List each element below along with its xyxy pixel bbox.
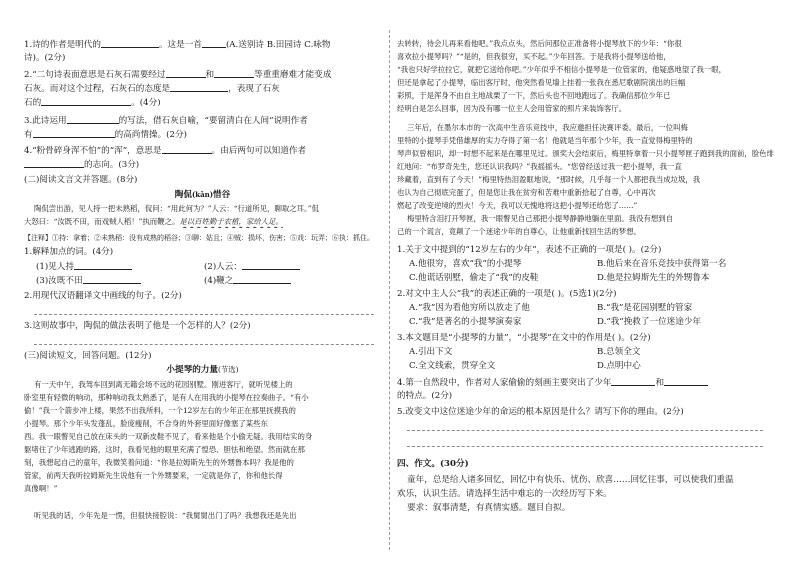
question-1-line-1 <box>24 38 331 51</box>
question-7: 3.这则故事中，陶侃的做法表明了他是一个怎样的人？(2分) <box>24 321 251 331</box>
rq3-option-a[interactable]: A.引出下文 <box>409 347 453 357</box>
right-column <box>397 0 774 561</box>
answer-blank[interactable] <box>67 114 119 124</box>
passage-line-2-text: 大怒曰：“汝既不田，而戏贼人稻！”执而鞭之。 <box>24 217 180 226</box>
story-para-3-line-1: 梅里特含泪打开琴匣，我一眼瞥见自己那把小提琴静静地躺在里面。我没有想到自 <box>407 214 674 223</box>
q5-item-4 <box>204 274 291 287</box>
q5-item-2 <box>204 260 300 273</box>
rq2-option-c[interactable]: C.“我”是著名的小提琴演奏家 <box>409 317 522 327</box>
essay-prompt-line-1: 童年，总是给人诸多回忆，回忆中有快乐、忧伤、欣喜……回忆往事，可以使我们重温 <box>407 475 734 485</box>
reading-question-2: 2.对文中主人公“我”的表述正确的一项是( )。(5选1)(2分) <box>397 289 617 299</box>
answer-blank[interactable] <box>611 376 655 386</box>
answer-blank[interactable] <box>166 68 206 78</box>
story-cont-line-5: 彩照，于是浑身不由自主地战栗了一下，然后头也不回地跑远了。我确信那位少年已 <box>397 91 671 100</box>
question-5-items <box>24 260 381 288</box>
section-4-title: 四、作文。(30分) <box>397 459 469 469</box>
story-line-9: 真像啊！” <box>24 484 58 493</box>
essay-requirements: 要求：叙事清楚，有真情实感。题目自拟。 <box>407 503 571 513</box>
passage-pinyin: (kǎn) <box>191 190 214 199</box>
story-cont-line-3: “我也只好学拉拉它，就把它送给你吧。”少年似乎不相信小提琴是一位管家的，他疑惑地望了我一眼， <box>397 65 727 74</box>
rq3-option-b[interactable]: B.总领全文 <box>597 347 641 357</box>
rq2-option-b[interactable]: B.“我”是花园别墅的管家 <box>597 303 693 313</box>
story-line-1: 有一天中午，我驾车回到离无籍会场不远的花园别墅。刚进客厅，就听见楼上的 <box>34 380 293 389</box>
story-cont-line-2: 喜欢拉小提琴吗？”“是的，但我很穷，买不起。”少年回答。于是我将小提琴送给他， <box>397 52 671 61</box>
story-para-2-line-2: 里特的小提琴手凭借雄厚的实力夺得了第一名！他就是当年那个少年，我一直觉得梅里特的 <box>397 136 693 145</box>
answer-blank[interactable] <box>170 82 228 92</box>
rq4-text-b: 和 <box>655 378 665 388</box>
q3-text-b: 的写法，借石灰自喻，“要留清白在人间”说明作者 <box>118 116 308 126</box>
question-2-line-3 <box>24 96 161 109</box>
story-para-2-line-6: 也认为自己彻底完蛋了，但是您让我在贫穷和苦难中重新拾起了自尊，心中再次 <box>397 188 656 197</box>
q3-text-c: 有 <box>24 130 33 140</box>
story-title <box>24 364 381 376</box>
q1-text-d: 诗)。(2分) <box>24 53 66 63</box>
column-divider <box>389 30 391 550</box>
story-line-8: 管家，前两天我听拉姆斯先生说他有一个外甥要来，一定就是你了，你和他长得 <box>24 471 283 480</box>
answer-line[interactable] <box>34 344 374 345</box>
question-2-line-2 <box>24 82 280 95</box>
question-4-line-2 <box>24 158 139 171</box>
q5-item-1 <box>36 260 132 273</box>
story-line-4: 小提琴。那个少年头发蓬乱，脸庞瘦削，不合身的外套里面好像塞了某些东 <box>24 419 268 428</box>
question-3-line-2 <box>24 128 187 141</box>
question-2-line-1 <box>24 68 331 81</box>
story-line-6: 躯堵住了少年逃跑的路，这时，我看见他的眼里充满了惶恐、胆怯和绝望。然而就在那 <box>24 445 305 454</box>
story-para-2-line-3: 琴声似曾相识，却一时想不起来是在哪里见过。颁奖大会结束后，梅里特拿着一只小提琴匣子跑到我的面前，脸色绯 <box>397 149 774 158</box>
question-4-line-1 <box>24 144 306 157</box>
q1-text-b: 。这是一首 <box>158 40 202 50</box>
reading-question-1: 1.关于文中提到的“12岁左右的少年”，表述不正确的一项是( )。(2分) <box>397 245 662 255</box>
story-title-text: 小提琴的力量 <box>166 365 218 375</box>
answer-line[interactable] <box>407 446 763 447</box>
story-line-5: 西。我一眼瞥见自己放在床头的一双新皮鞋不见了，看来他是个小偷无疑。我用结实的身 <box>24 432 313 441</box>
rq3-option-d[interactable]: D.点明中心 <box>597 361 641 371</box>
passage-title <box>24 189 381 201</box>
passage-note: 【注释】①持：拿着；②未熟稻：没有成熟的稻谷；③聊：姑且；④贼：损坏，伤害；⑤戏：玩弄；⑥执：抓住。 <box>24 234 374 242</box>
reading-question-3: 3.本文题目是“小提琴的力量”，“小提琴”在文中的作用是( )。(2分) <box>397 333 651 343</box>
answer-blank[interactable] <box>33 128 115 138</box>
answer-blank[interactable] <box>162 144 212 154</box>
answer-blank[interactable] <box>101 38 159 48</box>
question-3-line-1 <box>24 114 308 127</box>
q5-item-2-label: (2)人云： <box>204 262 242 272</box>
q3-text-a: 3.此诗运用 <box>24 116 67 126</box>
story-line-2: 卧室里有轻微的响动，那种响动我太熟悉了，是有人在用我的小提琴在拉奏曲子。“有小 <box>24 393 309 402</box>
passage-title-b: 惜谷 <box>213 190 231 200</box>
q2-text-f: 石的 <box>24 98 42 108</box>
q2-text-d: 石灰。而对这个过程，石灰石的态度是 <box>24 84 171 94</box>
q1-text-c: (A.送别诗 B.田园诗 C.咏物 <box>225 40 331 50</box>
q4-text-a: 4.“粉骨碎身浑不怕”的“浑”，意思是 <box>24 146 162 156</box>
story-para-2-line-4: 红地问：“布罗奇先生，您还认识我吗？”我摇摇头。“您曾经送过我一把小提琴，我一直 <box>397 162 682 171</box>
essay-prompt-line-2: 欢乐，认识生活。请选择生活中难忘的一次经历写下来。 <box>397 489 612 499</box>
rq1-option-b[interactable]: B.他后来在音乐竞技中获得第一名 <box>597 259 727 269</box>
answer-blank[interactable] <box>202 38 226 48</box>
question-1-line-2 <box>24 52 65 64</box>
q2-text-g: 。(4分) <box>131 98 161 108</box>
reading-question-4-line-1 <box>397 376 708 389</box>
rq1-option-d[interactable]: D.他是拉姆斯先生的外甥鲁本 <box>597 273 710 283</box>
q2-text-e: ，表现了石灰 <box>228 84 280 94</box>
q5-item-1-label: (1)见人持 <box>36 262 74 272</box>
rq2-option-d[interactable]: D.“我”挽救了一位迷途少年 <box>597 317 702 327</box>
story-line-3: 偷！”我一个箭步冲上楼，果然不出我所料，一个12岁左右的少年正在那里抚摸我的 <box>24 406 296 415</box>
story-line-7: 刻，我想起自己的童年，我微笑着问道：“你是拉姆斯先生的外甥鲁本吗？我是他的 <box>24 458 294 467</box>
story-title-note: (节选) <box>218 365 239 374</box>
rq3-option-c[interactable]: C.全文线索，贯穿全文 <box>409 361 496 371</box>
question-5: 1.解释加点的词。(4分) <box>24 247 114 257</box>
story-para-3-line-2: 己的一个谎言，竟颠了一个迷途少年的自尊心，让他重新找回生活的梦想。 <box>397 227 641 236</box>
story-para-2-line-7: 燃起了改变逆境的烈火！今天，我可以无愧地将这把小提琴还给您了……” <box>397 201 638 210</box>
rq1-option-c[interactable]: C.他谎话别墅，偷走了“我”的皮鞋 <box>409 273 539 283</box>
story-cont-line-6: 经明白是怎么回事，因为没有哪一位主人会用管家的照片来装饰客厅。 <box>397 104 627 113</box>
story-para-2-line-1: 三年后，在墨尔本市的一次高中生音乐竞技中，我应邀担任决赛评委。最后，一位叫梅 <box>407 123 688 132</box>
q2-text-c: 等重重磨难才能变成 <box>254 70 332 80</box>
story-line-10: 听见我的话，少年先是一愣，但很快接腔说：“我舅舅出门了吗？我想我还是先出 <box>34 511 297 520</box>
answer-blank[interactable] <box>74 260 132 270</box>
passage-underlined-sentence: 是以百姓勤于农植，家给人足。 <box>179 217 283 226</box>
q4-text-c: 的志向。(3分) <box>84 160 140 170</box>
q5-item-3 <box>36 274 141 287</box>
q4-text-b: 。由后两句可以知道作者 <box>211 146 307 156</box>
q5-item-4-label: (4)鞭之 <box>204 276 234 286</box>
answer-blank[interactable] <box>242 260 300 270</box>
left-column <box>24 0 381 561</box>
answer-line[interactable] <box>407 430 763 431</box>
q2-text-b: 和 <box>205 70 215 80</box>
q2-text-a: 2.“二句诗表面意思是石灰石需要经过 <box>24 70 166 80</box>
q3-text-d: 的高尚情操。(2分) <box>114 130 187 140</box>
answer-blank[interactable] <box>664 376 708 386</box>
reading-question-5: 5.改变文中这位迷途少年的命运的根本原因是什么？请写下你的理由。(2分) <box>397 407 684 417</box>
reading-question-4-line-2: 的特点。(2分) <box>397 391 453 401</box>
passage-title-a: 陶侃 <box>174 190 192 200</box>
rq4-text-a: 4.第一自然段中，作者对人家偷偷的刻画主要突出了少年 <box>397 378 612 388</box>
section-2-title: (二)阅读文言文并答题。(8分) <box>24 175 138 185</box>
section-3-title: (三)阅读短文，回答问题。(12分) <box>24 351 152 361</box>
q1-text-a: 1.诗的作者是明代的 <box>24 40 101 50</box>
rq2-option-a[interactable]: A.“我”因为看他穷所以放走了他 <box>409 303 530 313</box>
rq1-option-a[interactable]: A.他很穷，喜欢“我”的小提琴 <box>409 259 522 269</box>
passage-line-2 <box>24 216 283 228</box>
story-para-2-line-5: 珍藏着，直到有了今天！”梅里特热泪盈眶地说，“那时候，几乎每一个人都把我当成垃圾，我 <box>397 175 701 184</box>
answer-blank[interactable] <box>24 158 84 168</box>
story-cont-line-1: 去转转，待会儿再来看他吧。”我点点头，然后问那位正准备将小提琴放下的少年：“你很 <box>397 39 682 48</box>
answer-blank[interactable] <box>83 274 141 284</box>
story-cont-line-4: 但还是拿起了小提琴，临出客厅时，他突然看见墙上挂着一张我在悉尼歌剧院演出的巨幅 <box>397 78 686 87</box>
answer-blank[interactable] <box>233 274 291 284</box>
answer-blank[interactable] <box>214 68 254 78</box>
answer-blank[interactable] <box>41 96 131 106</box>
answer-line[interactable] <box>34 314 374 315</box>
q5-item-3-label: (3)汝既不田 <box>36 276 83 286</box>
question-6: 2.用现代汉语翻译文中画线的句子。(2分) <box>24 291 182 301</box>
passage-line-1: 陶侃尝出游，见人持一把未熟稻，侃问：“用此何为？”人云：“行道所见，聊取之耳。”侃 <box>34 204 319 213</box>
